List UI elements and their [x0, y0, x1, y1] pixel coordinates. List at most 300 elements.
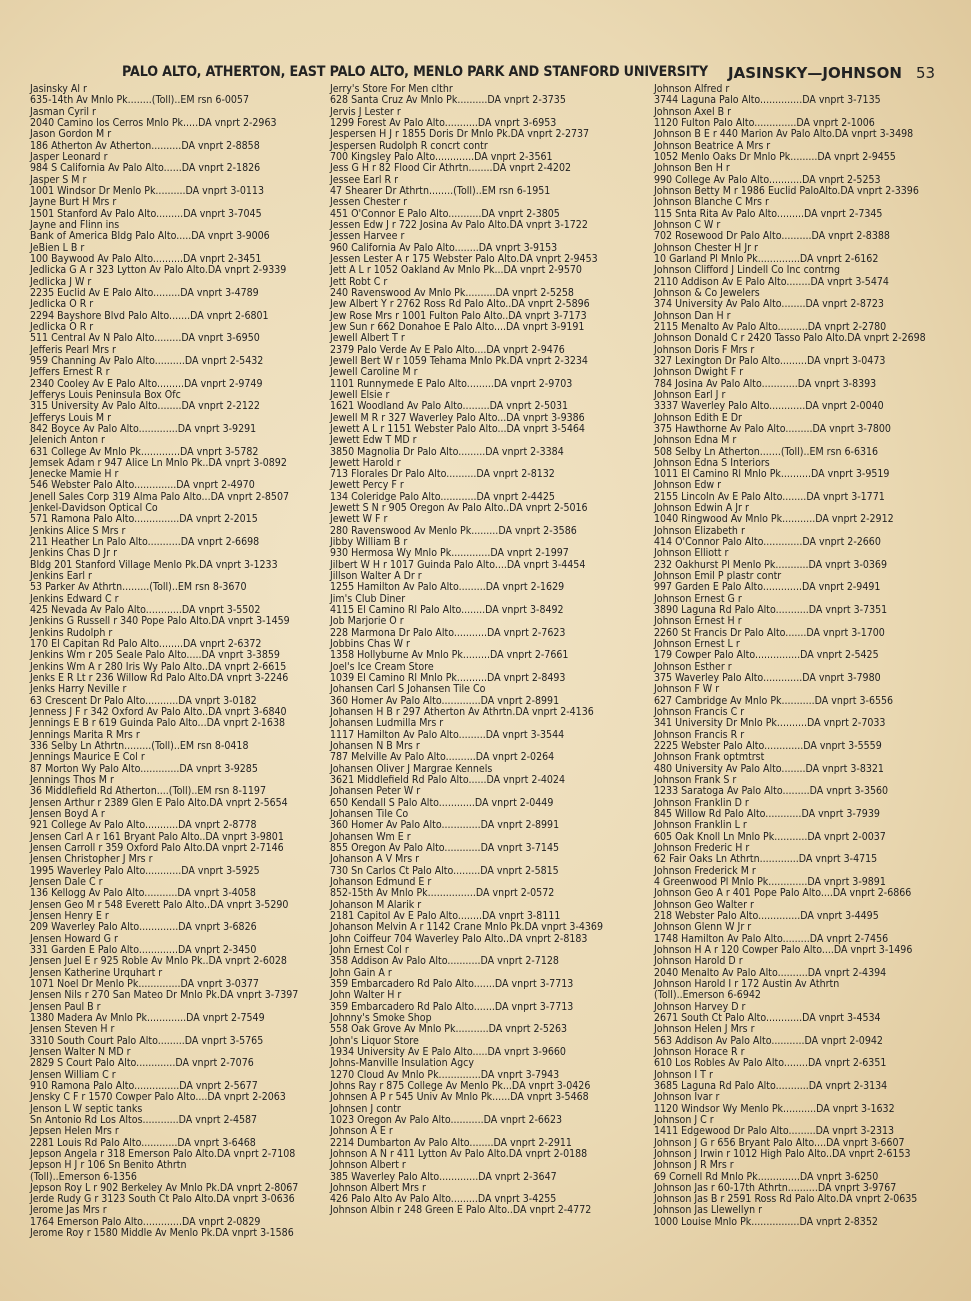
listing-line: Jerry's Store For Men clthr — [330, 84, 453, 95]
listing-line: JeBien L B r — [30, 242, 85, 254]
listing-line: Jedlicka J W r — [30, 276, 92, 288]
listing-line: Johnson Esther r — [654, 661, 732, 673]
listing-line: 228 Marmona Dr Palo Alto...........DA vnprt 2-7623 — [330, 627, 566, 639]
listing-line: 628 Santa Cruz Av Mnlo Pk..........DA vnprt 2-3735 — [330, 95, 566, 107]
listing-line: 385 Waverley Palo Alto.............DA vnprt 2-3647 — [330, 1171, 557, 1183]
listing-line: 605 Oak Knoll Ln Mnlo Pk...........DA vnprt 2-0037 — [654, 831, 886, 843]
listing-line: Johnson Frederic H r — [654, 842, 750, 854]
listing-line: 425 Nevada Av Palo Alto............DA vnprt 3-5502 — [30, 605, 261, 617]
listing-line: Jensen Walter N MD r — [30, 1046, 131, 1058]
listing-line: Johnson & Co Jewelers — [654, 287, 760, 299]
listing-line: Jew Sun r 662 Donahoe E Palo Alto....DA vnprt 3-9191 — [330, 321, 585, 333]
listing-line: Jenness J F r 342 Oxford Av Palo Alto..DA vnprt 3-6840 — [30, 707, 287, 719]
listing-line: 1411 Edgewood Dr Palo Alto.........DA vnprt 3-2313 — [654, 1126, 895, 1138]
listing-line: Johnson Blanche C Mrs r — [654, 197, 769, 209]
listing-line: 650 Kendall S Palo Alto............DA vnprt 2-0449 — [330, 797, 554, 809]
listing-line: Jepson Angela r 318 Emerson Palo Alto.DA vnprt 2-7108 — [30, 1148, 296, 1160]
listing-line: Johnson Albert Mrs r — [330, 1182, 426, 1194]
listing-line: Jenks E R Lt r 236 Willow Rd Palo Alto.DA vnprt 3-2246 — [30, 673, 289, 685]
listing-line: Johnson Edwin A Jr r — [654, 503, 749, 515]
listing-line: 2281 Louis Rd Palo Alto............DA vnprt 3-6468 — [30, 1137, 256, 1149]
listing-line: Johnson Ernest H r — [654, 616, 742, 628]
listing-line: Johnson Emil P plastr contr — [654, 571, 782, 583]
listing-line: 3744 Laguna Palo Alto..............DA vnprt 3-7135 — [654, 95, 881, 107]
listing-line: Johnson Harold D r — [654, 956, 743, 968]
listing-line: Jason Gordon M r — [30, 129, 112, 141]
listing-line: Johansen Ludmilla Mrs r — [330, 718, 444, 730]
listing-line: Johnson I T r — [654, 1069, 713, 1081]
listing-line: Jensen Geo M r 548 Everett Palo Alto..DA vnprt 3-5290 — [30, 899, 289, 911]
listing-line: Jensen Carl A r 161 Bryant Palo Alto..DA vnprt 3-9801 — [30, 831, 284, 843]
listing-line: Johnson J C r — [654, 1114, 714, 1126]
listing-line: Johansen Peter W r — [330, 786, 421, 798]
listing-line: 546 Webster Palo Alto..............DA vnprt 2-4970 — [30, 480, 255, 492]
listing-line: 508 Selby Ln Atherton.......(Toll)..EM rsn 6-6316 — [654, 446, 879, 458]
listing-line: Johnson Betty M r 1986 Euclid PaloAlto.DA vnprt 2-3396 — [654, 185, 919, 197]
listing-line: Jewett A L r 1151 Webster Palo Alto...DA vnprt 3-5464 — [330, 423, 585, 435]
listing-line: Jensen Dale C r — [30, 876, 103, 888]
listing-line: Joel's Ice Cream Store — [330, 661, 434, 673]
listing-line: 1120 Windsor Wy Menlo Pk...........DA vnprt 3-1632 — [654, 1103, 895, 1115]
listing-line: Jefferys Louis Peninsula Box Ofc — [30, 389, 181, 401]
listing-line: 209 Waverley Palo Alto.............DA vnprt 3-6826 — [30, 922, 257, 934]
listing-line: 910 Ramona Palo Alto...............DA vnprt 2-5677 — [30, 1080, 258, 1092]
listing-line: 1120 Fulton Palo Alto..............DA vnprt 2-1006 — [654, 117, 875, 129]
listing-line: John Coiffeur 704 Waverley Palo Alto..DA vnprt 2-8183 — [330, 933, 588, 945]
listing-line: 3337 Waverley Palo Alto............DA vnprt 2-0040 — [654, 401, 884, 413]
listing-line: Jensky C F r 1570 Cowper Palo Alto....DA vnprt 2-2063 — [30, 1092, 286, 1104]
listing-line: 1764 Emerson Palo Alto.............DA vnprt 2-0829 — [30, 1216, 261, 1228]
listing-line: Jepsen Helen Mrs r — [30, 1126, 119, 1138]
listing-line: Johnson Alfred r — [654, 84, 730, 95]
listing-line: 336 Selby Ln Athrtn.........(Toll)..EM rsn 8-0418 — [30, 741, 249, 753]
listing-line: Johanson A V Mrs r — [330, 854, 420, 866]
listing-line: 1299 Forest Av Palo Alto...........DA vnprt 3-6953 — [330, 117, 557, 129]
listing-line: Johnny's Smoke Shop — [330, 1012, 432, 1024]
listing-line: 1052 Menlo Oaks Dr Mnlo Pk.........DA vnprt 2-9455 — [654, 151, 896, 163]
listing-line: Sn Antonio Rd Los Altos............DA vnprt 2-4587 — [30, 1114, 258, 1126]
listing-line: 414 O'Connor Palo Alto.............DA vnprt 2-2660 — [654, 537, 881, 549]
listing-line: 563 Addison Av Palo Alto...........DA vnprt 2-0942 — [654, 1035, 883, 1047]
listing-line: Jefferis Pearl Mrs r — [30, 344, 116, 356]
listing-line: Jenkins Wm A r 280 Iris Wy Palo Alto..DA vnprt 2-6615 — [30, 661, 287, 673]
listing-line: Johnson Francis R r — [654, 729, 745, 741]
listing-line: Jilbert W H r 1017 Guinda Palo Alto....DA vnprt 3-4454 — [330, 559, 586, 571]
listing-line: 359 Embarcadero Rd Palo Alto.......DA vnprt 3-7713 — [330, 1001, 574, 1013]
listing-line: Jewell Elsie r — [330, 389, 390, 401]
listing-line: Jensen Henry E r — [30, 910, 109, 922]
listing-line: Johnson Elizabeth r — [654, 525, 745, 537]
listing-line: Jepson H J r 106 Sn Benito Athrtn — [30, 1160, 187, 1172]
listing-line: Jensen Carroll r 359 Oxford Palo Alto.DA vnprt 2-7146 — [30, 842, 284, 854]
listing-line: Jerome Jas Mrs r — [30, 1205, 107, 1217]
listing-line: 240 Ravenswood Av Mnlo Pk..........DA vnprt 2-5258 — [330, 287, 574, 299]
listing-line: Johnson Albert r — [330, 1160, 406, 1172]
listing-line: John Gain A r — [330, 967, 392, 979]
listing-line: Johnson H A r 120 Cowper Palo Alto....DA vnprt 3-1496 — [654, 944, 913, 956]
listing-line: Jedlicka O R r — [30, 299, 94, 311]
listing-line: Jenkins Edward C r — [30, 593, 119, 605]
listing-line: 1001 Windsor Dr Menlo Pk..........DA vnprt 3-0113 — [30, 185, 264, 197]
listing-line: Jefferys Louis M r — [30, 412, 112, 424]
listing-line: 375 Waverley Palo Alto.............DA vnprt 3-7980 — [654, 673, 881, 685]
listing-line: Jensen Katherine Urquhart r — [30, 967, 163, 979]
listing-line: Jensen Boyd A r — [30, 809, 105, 820]
listing-line: 360 Homer Av Palo Alto.............DA vnprt 2-8991 — [330, 820, 560, 832]
listing-line: 845 Willow Rd Palo Alto............DA vnprt 3-7939 — [654, 809, 880, 820]
listing-line: Jett Robt C r — [330, 276, 388, 288]
listing-line: Jensen Christopher J Mrs r — [30, 854, 153, 866]
listing-line: Jett A L r 1052 Oakland Av Mnlo Pk...DA vnprt 2-9570 — [330, 265, 582, 277]
listing-line: Johnson Jas B r 2591 Ross Rd Palo Alto.DA vnprt 2-0635 — [654, 1194, 918, 1206]
listing-line: Johnson Donald C r 2420 Tasso Palo Alto.DA vnprt 2-2698 — [654, 333, 926, 345]
listing-line: Johansen Oliver J Margrae Kennels — [330, 763, 493, 775]
listing-line: 635-14th Av Mnlo Pk........(Toll)..EM rsn 6-0057 — [30, 95, 249, 107]
listing-line: Johnson Ben H r — [654, 163, 730, 175]
listing-line: Jenkins Chas D Jr r — [30, 548, 117, 560]
listing-line: Johnson Harold I r 172 Austin Av Athrtn — [654, 978, 840, 990]
listing-line: 1501 Stanford Av Palo Alto.........DA vnprt 3-7045 — [30, 208, 262, 220]
listing-line: Jess G H r 82 Flood Cir Athrtn........DA vnprt 2-4202 — [330, 163, 572, 175]
listing-line: 100 Baywood Av Palo Alto..........DA vnprt 2-3451 — [30, 253, 262, 265]
listing-line: Jayne and Flinn ins — [30, 219, 120, 231]
listing-line: Johnson Dan H r — [654, 310, 731, 322]
listing-line: Johnson Edna S Interiors — [654, 457, 770, 469]
listing-line: 1380 Madera Av Mnlo Pk.............DA vnprt 2-7549 — [30, 1012, 265, 1024]
listing-line: 2235 Euclid Av E Palo Alto.........DA vnprt 3-4789 — [30, 287, 259, 299]
listing-line: 426 Palo Alto Av Palo Alto.........DA vnprt 3-4255 — [330, 1194, 557, 1206]
listing-line: 1011 El Camino Rl Mnlo Pk..........DA vnprt 3-9519 — [654, 469, 890, 481]
listing-line: Jenkins Rudolph r — [30, 627, 113, 639]
listing-line: Jewell Albert T r — [330, 333, 405, 345]
listing-line: Johanson Melvin A r 1142 Crane Mnlo Pk.DA vnprt 3-4369 — [330, 922, 603, 934]
listing-line: 3890 Laguna Rd Palo Alto...........DA vnprt 3-7351 — [654, 605, 888, 617]
listing-line: 327 Lexington Dr Palo Alto.........DA vnprt 3-0473 — [654, 355, 886, 367]
listing-line: Johansen H B r 297 Atherton Av Athrtn.DA vnprt 2-4136 — [330, 707, 594, 719]
listing-line: Jenson L W septic tanks — [30, 1103, 143, 1115]
listing-line: Johnson J G r 656 Bryant Palo Alto....DA vnprt 3-6607 — [654, 1137, 905, 1149]
listing-line: Johnson J R Mrs r — [654, 1160, 734, 1172]
listing-line: Johnson Ernest L r — [654, 639, 740, 651]
listing-line: 959 Channing Av Palo Alto..........DA vnprt 2-5432 — [30, 355, 264, 367]
listing-line: Johnson B E r 440 Marion Av Palo Alto.DA vnprt 3-3498 — [654, 129, 914, 141]
listing-line: Jillson Walter A Dr r — [330, 571, 422, 583]
listing-line: 990 College Av Palo Alto...........DA vnprt 2-5253 — [654, 174, 881, 186]
listing-line: Johnson Glenn W Jr r — [654, 922, 752, 934]
listing-line: Jenkel-Davidson Optical Co — [30, 503, 158, 515]
listing-line: 1255 Hamilton Av Palo Alto.........DA vnprt 2-1629 — [330, 582, 565, 594]
listing-line: Jewell Bert W r 1059 Tehama Mnlo Pk.DA vnprt 2-3234 — [330, 355, 588, 367]
listing-line: Johnson Chester H Jr r — [654, 242, 758, 254]
listing-line: Johnson Francis C r — [654, 707, 745, 719]
listing-line: Jim's Club Diner — [330, 593, 406, 605]
listing-line: Johnson Franklin L r — [654, 820, 747, 832]
listing-line: 2155 Lincoln Av E Palo Alto........DA vnprt 3-1771 — [654, 491, 885, 503]
listing-line: 1039 El Camino Rl Mnlo Pk..........DA vnprt 2-8493 — [330, 673, 566, 685]
listing-line: 610 Los Robles Av Palo Alto........DA vnprt 2-6351 — [654, 1058, 887, 1070]
listing-line: 315 University Av Palo Alto........DA vnprt 2-2122 — [30, 401, 260, 413]
listing-line: 700 Kingsley Palo Alto.............DA vnprt 2-3561 — [330, 151, 553, 163]
listing-line: Johnson Franklin D r — [654, 797, 749, 809]
listing-line: Jewell Caroline M r — [330, 367, 418, 379]
listing-line: 842 Boyce Av Palo Alto.............DA vnprt 3-9291 — [30, 423, 257, 435]
listing-line: Jessee Earl R r — [330, 174, 398, 186]
listing-line: 2294 Bayshore Blvd Palo Alto.......DA vnprt 2-6801 — [30, 310, 269, 322]
listing-line: 984 S California Av Palo Alto......DA vnprt 2-1826 — [30, 163, 261, 175]
listing-line: 53 Parker Av Athrtn.........(Toll)..EM rsn 8-3670 — [30, 582, 247, 594]
listing-line: Jennings Thos M r — [30, 775, 114, 787]
listing-line: Bank of America Bldg Palo Alto.....DA vnprt 3-9006 — [30, 231, 270, 243]
listing-line: Jensen Nils r 270 San Mateo Dr Mnlo Pk.DA vnprt 3-7397 — [30, 990, 299, 1002]
listing-line: 4115 El Camino Rl Palo Alto........DA vnprt 3-8492 — [330, 605, 564, 617]
listing-line: 232 Oakhurst Pl Menlo Pk...........DA vnprt 3-0369 — [654, 559, 887, 571]
listing-line: Jerde Rudy G r 3123 South Ct Palo Alto.DA vnprt 3-0636 — [30, 1194, 295, 1206]
listing-line: 571 Ramona Palo Alto...............DA vnprt 2-2015 — [30, 514, 258, 526]
listing-line: Johnson Edna M r — [654, 435, 737, 447]
listing-line: 1270 Cloud Av Mnlo Pk..............DA vnprt 3-7943 — [330, 1069, 560, 1081]
listing-line: 787 Melville Av Palo Alto..........DA vnprt 2-0264 — [330, 752, 555, 764]
listing-line: 360 Homer Av Palo Alto.............DA vnprt 2-8991 — [330, 695, 560, 707]
listing-line: 997 Garden E Palo Alto.............DA vnprt 2-9491 — [654, 582, 881, 594]
listing-line: Jenkins Earl r — [30, 571, 92, 583]
listing-line: 63 Crescent Dr Palo Alto...........DA vnprt 3-0182 — [30, 695, 257, 707]
listing-line: Bldg 201 Stanford Village Menlo Pk.DA vnprt 3-1233 — [30, 559, 278, 571]
listing-line: Jibby William B r — [330, 537, 408, 549]
listing-line: Johnson Jas r 60-17th Athrtn..........DA vnprt 3-9767 — [654, 1182, 897, 1194]
listing-line: Jessen Harvee r — [330, 231, 405, 243]
listing-line: Jenkins G Russell r 340 Pope Palo Alto.DA vnprt 3-1459 — [30, 616, 290, 628]
listing-line: Jewett W F r — [330, 514, 388, 526]
listing-line: 374 University Av Palo Alto........DA vnprt 2-8723 — [654, 299, 884, 311]
listing-line: Jeffers Ernest R r — [30, 367, 110, 379]
listing-line: 136 Kellogg Av Palo Alto...........DA vnprt 3-4058 — [30, 888, 256, 900]
listing-line: Jessen Chester r — [330, 197, 408, 209]
listing-line: Jewett Edw T MD r — [330, 435, 417, 447]
listing-line: (Toll)..Emerson 6-6942 — [654, 990, 761, 1002]
listing-line: 631 College Av Mnlo Pk.............DA vnprt 3-5782 — [30, 446, 259, 458]
listing-line: 375 Hawthorne Av Palo Alto.........DA vnprt 3-7800 — [654, 423, 891, 435]
listing-line: 627 Cambridge Av Mnlo Pk...........DA vnprt 3-6556 — [654, 695, 894, 707]
listing-line: 2671 South Ct Palo Alto............DA vnprt 3-4534 — [654, 1012, 881, 1024]
listing-line: 2340 Cooley Av E Palo Alto.........DA vnprt 2-9749 — [30, 378, 263, 390]
listing-line: Johnsen J contr — [330, 1103, 401, 1115]
listing-line: 1000 Louise Mnlo Pk................DA vnprt 2-8352 — [654, 1216, 878, 1228]
listing-line: 960 California Av Palo Alto........DA vnprt 3-9153 — [330, 242, 558, 254]
listing-line: 3850 Magnolia Dr Palo Alto.........DA vnprt 2-3384 — [330, 446, 564, 458]
listing-line: 1071 Noel Dr Menlo Pk..............DA vnprt 3-0377 — [30, 978, 259, 990]
listing-line: 47 Shearer Dr Athrtn........(Toll)..EM rsn 6-1951 — [330, 185, 551, 197]
listing-line: Jasper Leonard r — [30, 151, 108, 163]
listing-line: 1117 Hamilton Av Palo Alto.........DA vnprt 3-3544 — [330, 729, 565, 741]
listing-line: 280 Ravenswood Av Menlo Pk.........DA vnprt 2-3586 — [330, 525, 577, 537]
listing-line: Johnson Doris F Mrs r — [654, 344, 755, 356]
listing-line: Johnson Frank S r — [654, 775, 737, 787]
listing-line: Johnson Albin r 248 Green E Palo Alto..DA vnprt 2-4772 — [330, 1205, 592, 1217]
listing-line: 1748 Hamilton Av Palo Alto.........DA vnprt 2-7456 — [654, 933, 889, 945]
listing-line: Johnson J Irwin r 1012 High Palo Alto..DA vnprt 2-6153 — [654, 1148, 911, 1160]
listing-line: Jobbins Chas W r — [330, 639, 410, 651]
listing-line: 451 O'Connor E Palo Alto...........DA vnprt 2-3805 — [330, 208, 560, 220]
listing-line: 2181 Capitol Av E Palo Alto........DA vnprt 3-8111 — [330, 910, 561, 922]
listing-line: Jasper S M r — [30, 174, 87, 186]
listing-line: Johnson C W r — [654, 219, 721, 231]
listing-line: Johnson Jas Llewellyn r — [654, 1205, 763, 1217]
running-title: PALO ALTO, ATHERTON, EAST PALO ALTO, MENLO PARK AND STANFORD UNIVERSITY — [122, 64, 708, 80]
listing-line: Johnson A E r — [330, 1126, 393, 1138]
listing-line: Jew Albert Y r 2762 Ross Rd Palo Alto..DA vnprt 2-5896 — [330, 299, 590, 311]
listing-line: Jenks Harry Neville r — [30, 684, 127, 696]
listing-line: Johnson Harvey D r — [654, 1001, 746, 1013]
listing-line: Jensen Juel E r 925 Roble Av Mnlo Pk..DA vnprt 2-6028 — [30, 956, 287, 968]
listing-line: Jenell Sales Corp 319 Alma Palo Alto...DA vnprt 2-8507 — [30, 491, 290, 503]
listing-line: Jespersen Rudolph R concrt contr — [330, 140, 488, 152]
listing-line: 211 Heather Ln Palo Alto...........DA vnprt 2-6698 — [30, 537, 260, 549]
listing-line: 87 Morton Wy Palo Alto.............DA vnprt 3-9285 — [30, 763, 258, 775]
listing-line: Johnson Geo A r 401 Pope Palo Alto....DA vnprt 2-6866 — [654, 888, 912, 900]
listing-line: Jew Rose Mrs r 1001 Fulton Palo Alto..DA vnprt 3-7173 — [330, 310, 587, 322]
listing-line: 134 Coleridge Palo Alto............DA vnprt 2-4425 — [330, 491, 555, 503]
listing-line: 218 Webster Palo Alto..............DA vnprt 3-4495 — [654, 910, 879, 922]
listing-line: 2115 Menalto Av Palo Alto..........DA vnprt 2-2780 — [654, 321, 887, 333]
listing-line: 784 Josina Av Palo Alto............DA vnprt 3-8393 — [654, 378, 877, 390]
directory-column-3 — [654, 84, 937, 1228]
listing-line: Jayne Burt H Mrs r — [30, 197, 117, 209]
listing-line: Johnson Frederick M r — [654, 865, 756, 877]
listing-line: 1995 Waverley Palo Alto............DA vnprt 3-5925 — [30, 865, 260, 877]
listing-line: 4 Greenwood Pl Mnlo Pk.............DA vnprt 3-9891 — [654, 876, 886, 888]
listing-line: Jensen Paul B r — [30, 1001, 101, 1013]
listing-line: Jensen Arthur r 2389 Glen E Palo Alto.DA vnprt 2-5654 — [30, 797, 288, 809]
listing-line: Jewell M R r 327 Waverley Palo Alto...DA vnprt 3-9386 — [330, 412, 585, 424]
listing-line: Jenkins Alice S Mrs r — [30, 525, 126, 537]
listing-line: 1040 Ringwood Av Mnlo Pk...........DA vnprt 2-2912 — [654, 514, 894, 526]
listing-line: Jensen Steven H r — [30, 1024, 115, 1036]
listing-line: Johnson Beatrice A Mrs r — [654, 140, 771, 152]
listing-line: Jensen William C r — [30, 1069, 116, 1081]
listing-line: 1233 Saratoga Av Palo Alto.........DA vnprt 3-3560 — [654, 786, 889, 798]
listing-line: 480 University Av Palo Alto........DA vnprt 3-8321 — [654, 763, 884, 775]
listing-line: Johnsen A P r 545 Univ Av Mnlo Pk......DA vnprt 3-5468 — [330, 1092, 589, 1104]
listing-line: John Ernest Col r — [330, 944, 409, 956]
listing-line: Jenkins Wm r 205 Seale Palo Alto.....DA vnprt 3-3859 — [30, 650, 280, 662]
listing-line: John's Liquor Store — [330, 1035, 419, 1047]
listing-line: 69 Cornell Rd Mnlo Pk..............DA vnprt 3-6250 — [654, 1171, 879, 1183]
listing-line: Johnson Ivar r — [654, 1092, 720, 1104]
listing-line: John Walter H r — [330, 990, 402, 1002]
listing-line: 179 Cowper Palo Alto...............DA vnprt 2-5425 — [654, 650, 879, 662]
guide-words-block — [728, 64, 935, 82]
listing-line: Jerome Roy r 1580 Middle Av Menlo Pk.DA vnprt 3-1586 — [30, 1228, 294, 1240]
listing-line: 62 Fair Oaks Ln Athrtn.............DA vnprt 3-4715 — [654, 854, 878, 866]
listing-line: Johnson Ernest G r — [654, 593, 742, 605]
listing-line: Johansen N B Mrs r — [330, 741, 420, 753]
listing-line: 2379 Palo Verde Av E Palo Alto....DA vnprt 2-9476 — [330, 344, 565, 356]
listing-line: Jervis J Lester r — [330, 106, 401, 118]
listing-line: 1101 Runnymede E Palo Alto.........DA vnprt 2-9703 — [330, 378, 573, 390]
listing-line: Jennings Maurice E Col r — [30, 752, 145, 764]
page-number: 53 — [915, 64, 936, 82]
listing-line: Johnson Edith E Dr — [654, 412, 742, 424]
listing-line: Jedlicka O R r — [30, 321, 94, 333]
listing-line: Jedlicka G A r 323 Lytton Av Palo Alto.DA vnprt 2-9339 — [30, 265, 287, 277]
listing-line: Jenecke Mamie H r — [30, 469, 119, 481]
listing-line: 3621 Middlefield Rd Palo Alto......DA vnprt 2-4024 — [330, 775, 565, 787]
page-header — [0, 62, 971, 86]
listing-line: 852-15th Av Mnlo Pk................DA vnprt 2-0572 — [330, 888, 555, 900]
listing-line: 3685 Laguna Rd Palo Alto...........DA vnprt 2-3134 — [654, 1080, 888, 1092]
listing-line: Johanson Edmund E r — [330, 876, 432, 888]
listing-line: 1934 University Av E Palo Alto.....DA vnprt 3-9660 — [330, 1046, 566, 1058]
listing-line: 359 Embarcadero Rd Palo Alto.......DA vnprt 3-7713 — [330, 978, 574, 990]
listing-line: Johansen Tile Co — [330, 809, 409, 820]
listing-line: 10 Garland Pl Mnlo Pk..............DA vnprt 2-6162 — [654, 253, 879, 265]
listing-line: 2040 Camino los Cerros Mnlo Pk.....DA vnprt 2-2963 — [30, 117, 277, 129]
listing-line: 2040 Menalto Av Palo Alto..........DA vnprt 2-4394 — [654, 967, 887, 979]
listing-line: 2225 Webster Palo Alto.............DA vnprt 3-5559 — [654, 741, 882, 753]
listing-line: 2110 Addison Av E Palo Alto........DA vnprt 3-5474 — [654, 276, 889, 288]
listing-line: 36 Middlefield Rd Atherton....(Toll)..EM rsn 8-1197 — [30, 786, 266, 798]
listing-line: Johnson F W r — [654, 684, 720, 696]
listing-line: 558 Oak Grove Av Mnlo Pk...........DA vnprt 2-5263 — [330, 1024, 568, 1036]
listing-line: Johnson Earl J r — [654, 389, 726, 401]
listing-line: Jepson Roy L r 902 Berkeley Av Mnlo Pk.DA vnprt 2-8067 — [30, 1182, 299, 1194]
guide-words: JASINSKY—JOHNSON — [728, 64, 902, 82]
listing-line: 855 Oregon Av Palo Alto............DA vnprt 3-7145 — [330, 842, 559, 854]
listing-line: 930 Hermosa Wy Mnlo Pk.............DA vnprt 2-1997 — [330, 548, 569, 560]
listing-line: Jemsek Adam r 947 Alice Ln Mnlo Pk..DA vnprt 3-0892 — [30, 457, 287, 469]
listing-line: 2260 St Francis Dr Palo Alto.......DA vnprt 3-1700 — [654, 627, 885, 639]
listing-line: Johnson Helen J Mrs r — [654, 1024, 755, 1036]
listing-line: 1358 Hollyburne Av Mnlo Pk.........DA vnprt 2-7661 — [330, 650, 569, 662]
listing-line: 2829 S Court Palo Alto.............DA vnprt 2-7076 — [30, 1058, 254, 1070]
listing-line: 331 Garden E Palo Alto.............DA vnprt 2-3450 — [30, 944, 257, 956]
directory-column-2 — [330, 84, 613, 1217]
listing-line: 713 Florales Dr Palo Alto..........DA vnprt 2-8132 — [330, 469, 555, 481]
listing-line: 702 Rosewood Dr Palo Alto..........DA vnprt 2-8388 — [654, 231, 890, 243]
listing-line: Johnson Clifford J Lindell Co Inc contrng — [654, 265, 841, 277]
listing-line: 511 Central Av N Palo Alto.........DA vnprt 3-6950 — [30, 333, 260, 345]
listing-line: Johns Ray r 875 College Av Menlo Pk...DA vnprt 3-0426 — [330, 1080, 591, 1092]
listing-line: Johnson Axel B r — [654, 106, 732, 118]
listing-line: (Toll)..Emerson 6-1356 — [30, 1171, 137, 1183]
directory-column-1 — [30, 84, 313, 1239]
listing-line: Jelenich Anton r — [30, 435, 105, 447]
listing-line: Johnson Frank optmtrst — [654, 752, 765, 764]
listing-line: Jewett S N r 905 Oregon Av Palo Alto..DA vnprt 2-5016 — [330, 503, 588, 515]
listing-line: Johnson Dwight F r — [654, 367, 744, 379]
listing-line: Jewett Percy F r — [330, 480, 404, 492]
listing-line: Jasman Cyril r — [30, 106, 96, 118]
listing-line: Johansen Carl S Johansen Tile Co — [330, 684, 486, 696]
listing-line: Johnson A N r 411 Lytton Av Palo Alto.DA vnprt 2-0188 — [330, 1148, 588, 1160]
listing-line: 186 Atherton Av Atherton..........DA vnprt 2-8858 — [30, 140, 260, 152]
listing-line: Jessen Lester A r 175 Webster Palo Alto.DA vnprt 2-9453 — [330, 253, 598, 265]
listing-line: 341 University Dr Mnlo Pk..........DA vnprt 2-7033 — [654, 718, 886, 730]
listing-line: Johnson Edw r — [654, 480, 722, 492]
listing-line: Johansen Wm E r — [330, 831, 411, 843]
listing-line: Jewett Harold r — [330, 457, 401, 469]
listing-line: 3310 South Court Palo Alto.........DA vnprt 3-5765 — [30, 1035, 264, 1047]
listing-line: 1621 Woodland Av Palo Alto.........DA vnprt 2-5031 — [330, 401, 569, 413]
listing-line: Johns-Manville Insulation Agcy — [330, 1058, 474, 1070]
listing-line: Jessen Edw J r 722 Josina Av Palo Alto.DA vnprt 3-1722 — [330, 219, 588, 231]
listing-line: Johnson Horace R r — [654, 1046, 745, 1058]
listing-line: 1023 Oregon Av Palo Alto...........DA vnprt 2-6623 — [330, 1114, 563, 1126]
listing-line: Jensen Howard G r — [30, 933, 118, 945]
listing-line: 730 Sn Carlos Ct Palo Alto.........DA vnprt 2-5815 — [330, 865, 559, 877]
listing-line: 358 Addison Av Palo Alto...........DA vnprt 2-7128 — [330, 956, 559, 968]
listing-line: Jennings Marita R Mrs r — [30, 729, 140, 741]
